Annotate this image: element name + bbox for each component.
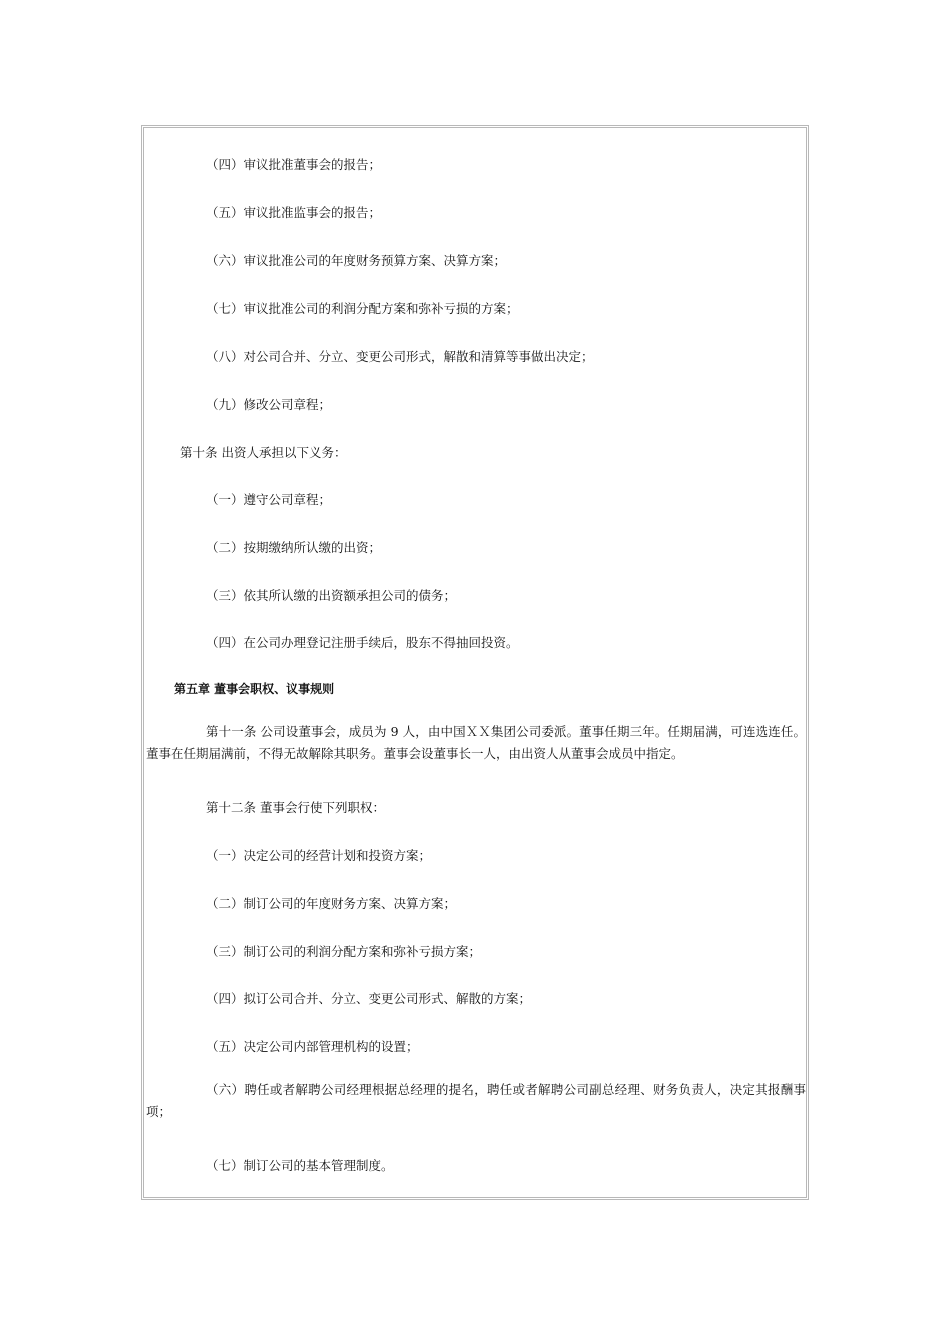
list-item: （四）审议批准董事会的报告；: [206, 157, 382, 172]
list-item: （一）遵守公司章程；: [206, 492, 332, 507]
list-item: （五）决定公司内部管理机构的设置；: [206, 1039, 419, 1054]
list-item: （七）制订公司的基本管理制度。: [206, 1158, 394, 1173]
list-item: （九）修改公司章程；: [206, 397, 332, 412]
list-item: （二）制订公司的年度财务方案、决算方案；: [206, 896, 457, 911]
chapter-heading: 第五章 董事会职权、议事规则: [174, 682, 335, 696]
list-item: （八）对公司合并、分立、变更公司形式，解散和清算等事做出决定；: [206, 349, 594, 364]
list-item: （七）审议批准公司的利润分配方案和弥补亏损的方案；: [206, 301, 519, 316]
list-item: （五）审议批准监事会的报告；: [206, 205, 382, 220]
list-item: （三）制订公司的利润分配方案和弥补亏损方案；: [206, 944, 482, 959]
list-item: （三）依其所认缴的出资额承担公司的债务；: [206, 588, 457, 603]
list-item: （四）在公司办理登记注册手续后，股东不得抽回投资。: [206, 635, 519, 650]
list-item: （六）审议批准公司的年度财务预算方案、决算方案；: [206, 253, 507, 268]
list-item: （四）拟订公司合并、分立、变更公司形式、解散的方案；: [206, 991, 532, 1006]
list-item: （一）决定公司的经营计划和投资方案；: [206, 848, 432, 863]
list-item-paragraph: （六）聘任或者解聘公司经理根据总经理的提名，聘任或者解聘公司副总经理、财务负责人，决定其报酬事项；: [146, 1082, 806, 1119]
article-heading: 第十条 出资人承担以下义务：: [180, 445, 347, 460]
list-item: （二）按期缴纳所认缴的出资；: [206, 540, 382, 555]
article-heading: 第十二条 董事会行使下列职权：: [206, 800, 385, 815]
article-paragraph: 第十一条 公司设董事会，成员为 9 人，由中国ＸＸ集团公司委派。董事任期三年。任期届满，可连选连任。董事在任期届满前，不得无故解除其职务。董事会设董事长一人，由出资人从董事会成员中指定。: [146, 724, 806, 761]
document-frame: [141, 125, 809, 1200]
